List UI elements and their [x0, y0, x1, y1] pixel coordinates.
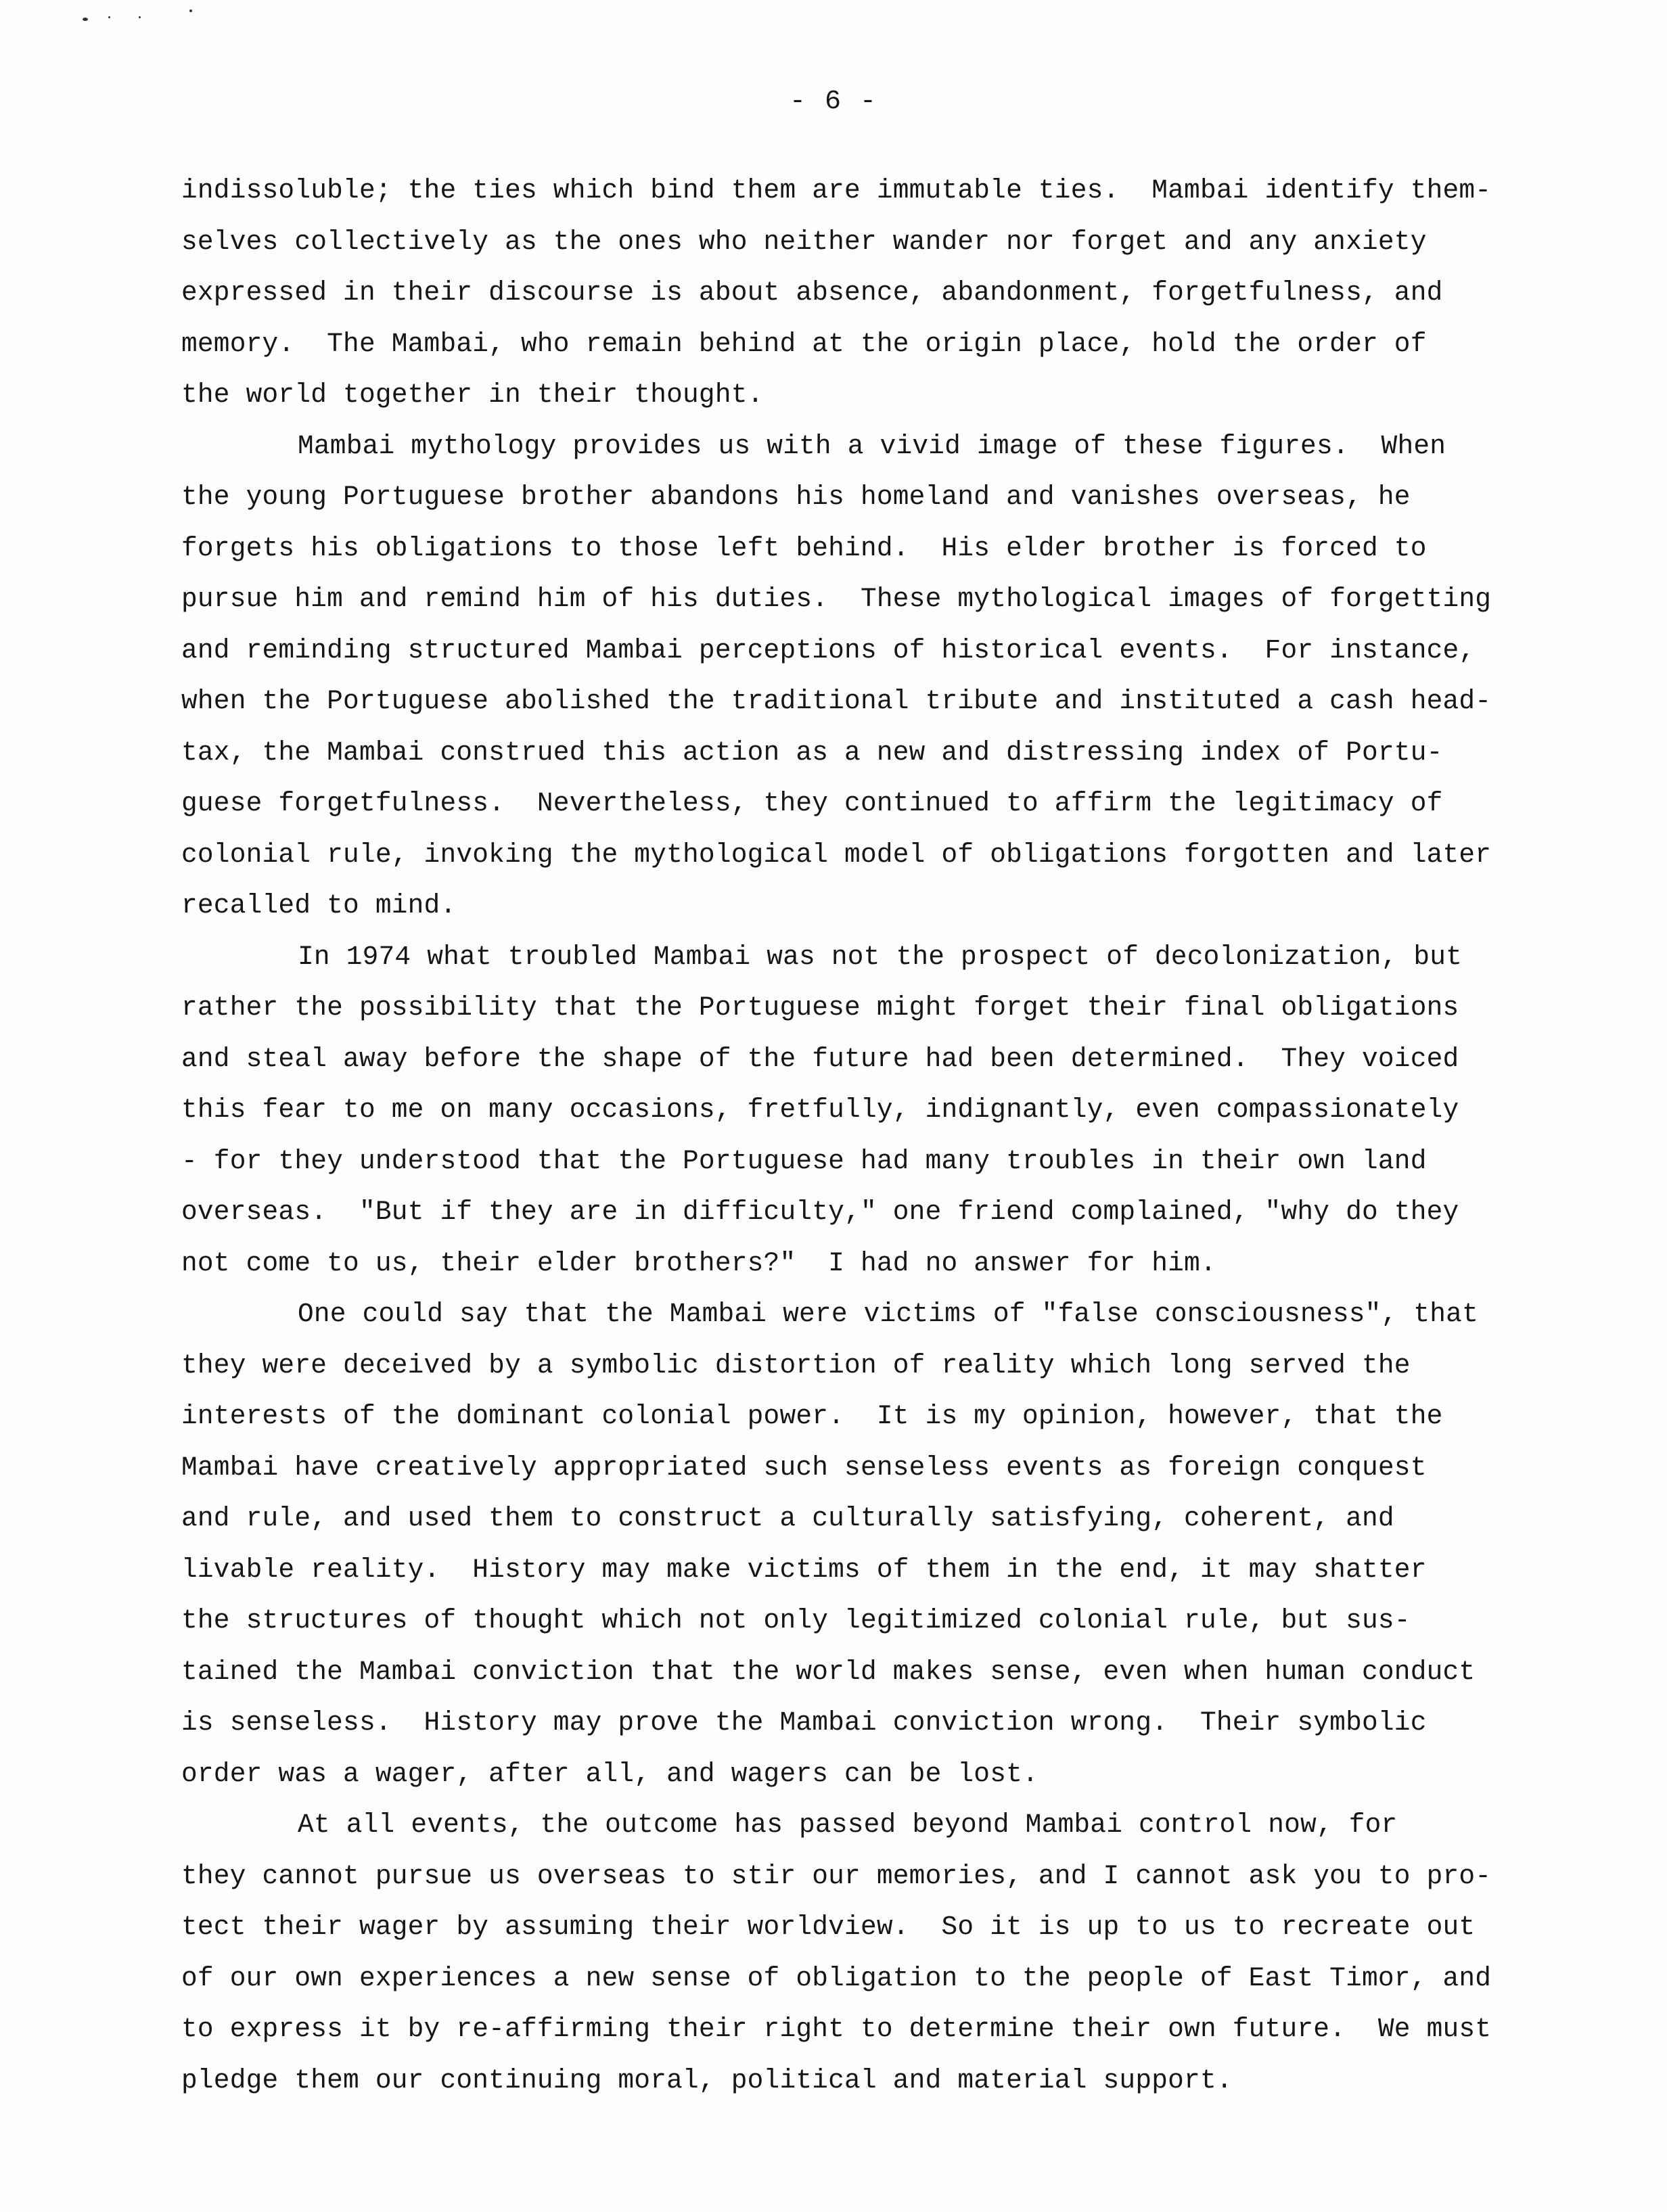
text-line: colonial rule, invoking the mythological model of obligations forgotten and later — [181, 839, 1492, 870]
scan-speck — [139, 16, 141, 18]
text-line: of our own experiences a new sense of obligation to the people of East Timor, and — [181, 1962, 1492, 1994]
text-line: the young Portuguese brother abandons his homeland and vanishes overseas, he — [181, 482, 1411, 512]
paragraph-first-line: One could say that the Mambai were victims of "false consciousness", that — [298, 1299, 1478, 1329]
text-line: Mambai have creatively appropriated such senseless events as foreign conquest — [181, 1452, 1427, 1483]
text-line: and rule, and used them to construct a culturally satisfying, coherent, and — [181, 1503, 1394, 1534]
text-line: memory. The Mambai, who remain behind at the origin place, hold the order of — [181, 328, 1427, 359]
body-text — [181, 165, 1561, 2106]
text-line: when the Portuguese abolished the traditional tribute and instituted a cash head- — [181, 686, 1492, 716]
text-line: interests of the dominant colonial power. It is my opinion, however, that the — [181, 1401, 1443, 1431]
text-line: guese forgetfulness. Nevertheless, they continued to affirm the legitimacy of — [181, 788, 1443, 819]
page-number: - 6 - — [789, 87, 878, 117]
scan-speck — [83, 18, 88, 21]
text-line: this fear to me on many occasions, fretfully, indignantly, even compassionately — [181, 1095, 1459, 1125]
text-line: expressed in their discourse is about absence, abandonment, forgetfulness, and — [181, 277, 1443, 308]
text-line: tax, the Mambai construed this action as a new and distressing index of Portu- — [181, 737, 1443, 768]
text-line: rather the possibility that the Portuguese might forget their final obligations — [181, 992, 1459, 1023]
text-line: indissoluble; the ties which bind them are immutable ties. Mambai identify them- — [181, 175, 1492, 206]
text-line: the world together in their thought. — [181, 379, 764, 410]
text-line: they cannot pursue us overseas to stir our memories, and I cannot ask you to pro- — [181, 1860, 1492, 1891]
text-line: tect their wager by assuming their worldview. So it is up to us to recreate out — [181, 1912, 1476, 1942]
text-line: selves collectively as the ones who neither wander nor forget and any anxiety — [181, 226, 1427, 257]
text-line: forgets his obligations to those left behind. His elder brother is forced to — [181, 532, 1427, 563]
text-line: livable reality. History may make victims of them in the end, it may shatter — [181, 1554, 1427, 1585]
text-line: they were deceived by a symbolic distortion of reality which long served the — [181, 1350, 1411, 1381]
text-line: and steal away before the shape of the future had been determined. They voiced — [181, 1043, 1459, 1074]
text-line: recalled to mind. — [181, 890, 457, 921]
text-line: pursue him and remind him of his duties. These mythological images of forgetting — [181, 584, 1492, 614]
text-line: the structures of thought which not only legitimized colonial rule, but sus- — [181, 1605, 1411, 1636]
paragraph-first-line: In 1974 what troubled Mambai was not the prospect of decolonization, but — [298, 941, 1463, 972]
text-line: to express it by re-affirming their right to determine their own future. We must — [181, 2014, 1492, 2044]
text-line: order was a wager, after all, and wagers can be lost. — [181, 1758, 1038, 1789]
text-line: pledge them our continuing moral, political and material support. — [181, 2065, 1233, 2096]
text-line: is senseless. History may prove the Mambai conviction wrong. Their symbolic — [181, 1707, 1427, 1738]
text-line: not come to us, their elder brothers?" I had no answer for him. — [181, 1247, 1216, 1278]
paragraph-first-line: Mambai mythology provides us with a vivid image of these figures. When — [298, 430, 1446, 461]
text-line: tained the Mambai conviction that the world makes sense, even when human conduct — [181, 1656, 1476, 1687]
scan-speck — [108, 16, 110, 18]
text-line: - for they understood that the Portuguese had many troubles in their own land — [181, 1145, 1427, 1176]
text-line: and reminding structured Mambai perceptions of historical events. For instance, — [181, 635, 1476, 666]
text-line: overseas. "But if they are in difficulty," one friend complained, "why do they — [181, 1197, 1459, 1227]
paragraph-first-line: At all events, the outcome has passed beyond Mambai control now, for — [298, 1810, 1398, 1840]
scan-speck — [189, 9, 192, 12]
